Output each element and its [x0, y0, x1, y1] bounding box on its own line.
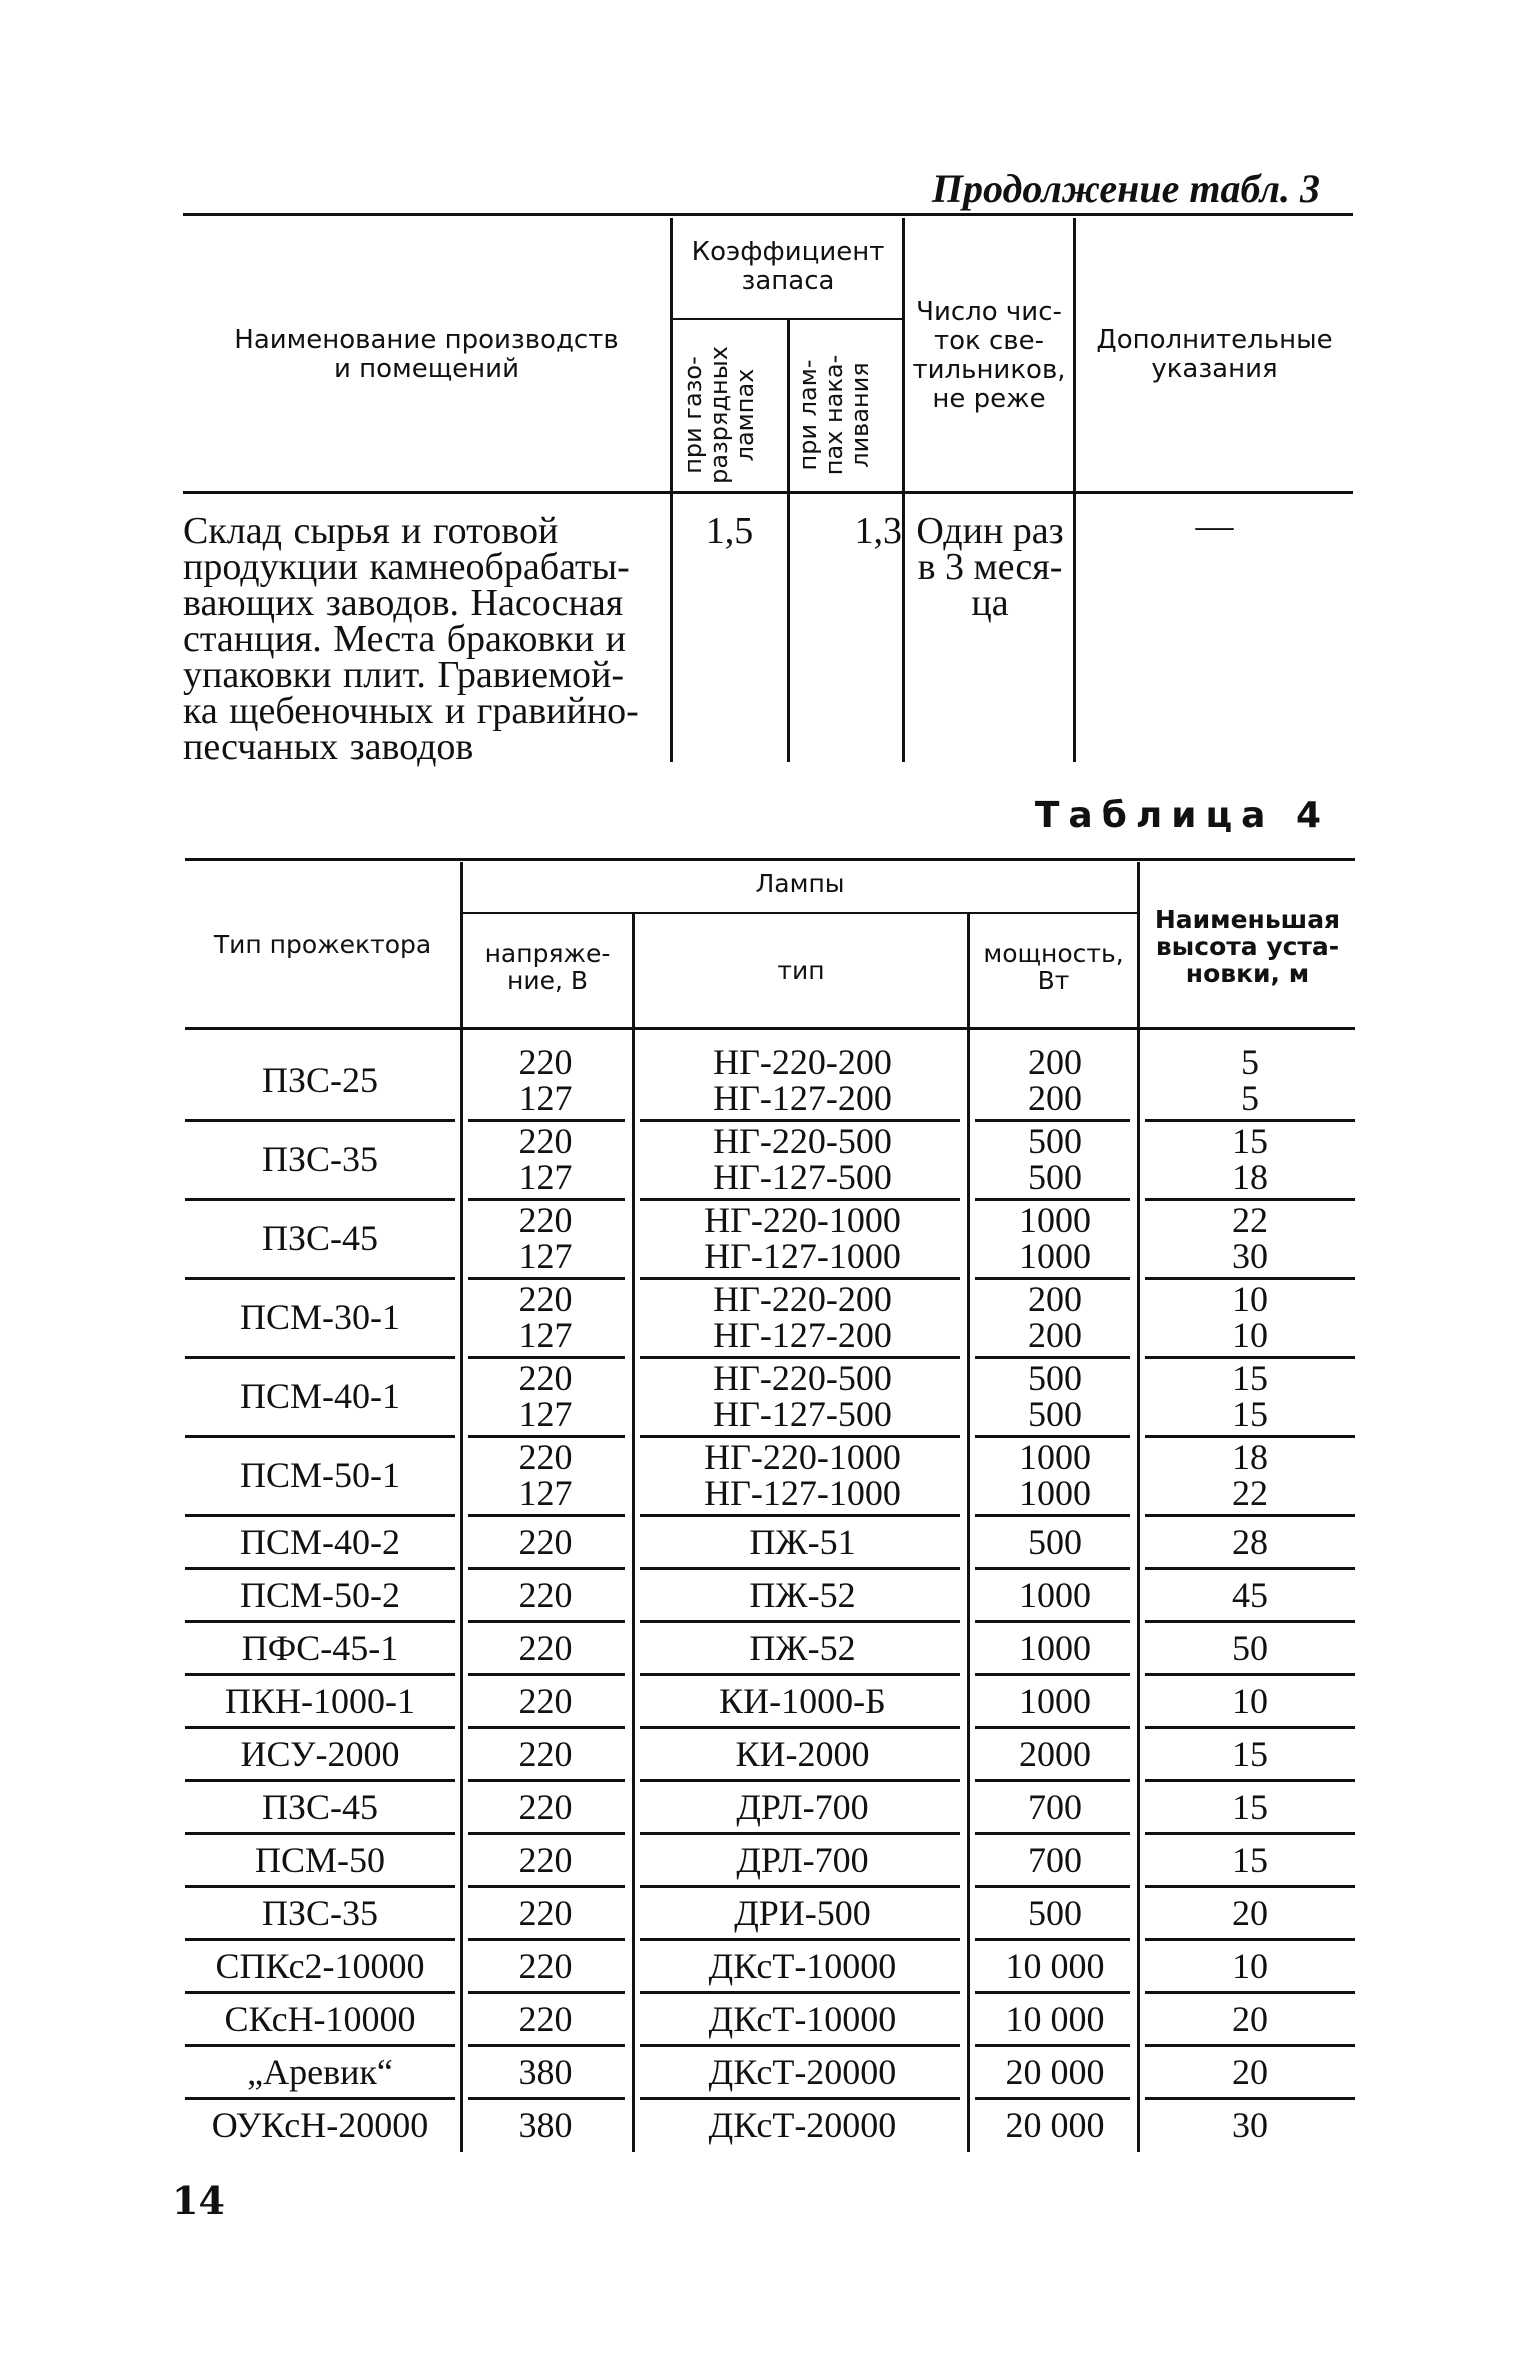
cell-text: 200: [1028, 1042, 1082, 1082]
cell-text: 700: [1028, 1787, 1082, 1827]
table-row: [0, 1200, 1535, 1279]
cell-projector-type: [185, 1378, 455, 1414]
header-text: указания: [1151, 354, 1278, 384]
cell-text: 220: [518, 1522, 573, 1562]
cell-text: 5: [1241, 1078, 1259, 1118]
cell-text: НГ-220-1000: [704, 1437, 901, 1477]
cell-text: ДКсТ-10000: [708, 1999, 897, 2039]
cell-lamp-type: [635, 1202, 970, 1274]
cell-text: 220: [518, 1840, 573, 1880]
cell-text: НГ-220-1000: [704, 1200, 901, 1240]
cell-min-height: [1140, 1948, 1360, 1984]
cell-text: ДКсТ-10000: [708, 1946, 897, 1986]
cell-text: 500: [1028, 1157, 1082, 1197]
cell-voltage: [468, 2001, 623, 2037]
cell-min-height: [1140, 1789, 1360, 1825]
cell-text: ПСМ-50-2: [240, 1575, 400, 1615]
cell-lamp-type: [635, 1577, 970, 1613]
cell-text: 28: [1232, 1522, 1268, 1562]
cell-text: 15: [1232, 1734, 1268, 1774]
cell-voltage: [468, 1948, 623, 1984]
cell-text: 220: [518, 1787, 573, 1827]
cell-text: 10 000: [1005, 1946, 1105, 1986]
cell-text: 5: [1241, 1042, 1259, 1082]
cell-text: 220: [518, 1200, 573, 1240]
header-text: Вт: [1037, 966, 1070, 995]
cell-text: СКсН-10000: [224, 1999, 416, 2039]
table-row: [0, 1516, 1535, 1569]
row-text-line: ка щебеночных и гравийно-: [183, 690, 639, 732]
table4-lamps-subrule: [463, 912, 1140, 914]
cell-text: КИ-1000-Б: [719, 1681, 886, 1721]
table-row: [0, 1675, 1535, 1728]
cell-voltage: [468, 1281, 623, 1353]
cell-text: 220: [518, 1628, 573, 1668]
cell-text: НГ-220-500: [713, 1358, 892, 1398]
cell-projector-type: [185, 1457, 455, 1493]
table-continuation-caption: Продолжение табл. 3: [931, 166, 1320, 211]
cell-text: ПСМ-40-2: [240, 1522, 400, 1562]
cell-text: 127: [518, 1236, 573, 1276]
cell-text: 500: [1028, 1121, 1082, 1161]
table4-header-lamp-type: тип: [777, 956, 825, 985]
cell-text: ОУКсН-20000: [211, 2105, 429, 2145]
page-number: 14: [172, 2178, 225, 2223]
cell-projector-type: [185, 1789, 455, 1825]
table-row: [0, 1042, 1535, 1121]
cell-min-height: [1140, 1736, 1360, 1772]
cell-power: [970, 1683, 1140, 1719]
cell-min-height: [1140, 1683, 1360, 1719]
cell-text: ПЗС-25: [261, 1060, 379, 1100]
cell-lamp-type: [635, 1895, 970, 1931]
cell-text: 127: [518, 1157, 573, 1197]
table3-col-divider: [1073, 218, 1076, 762]
table4-header-voltage: [463, 940, 632, 994]
row-text-line: станция. Места браковки и: [183, 618, 626, 660]
cell-text: 15: [1232, 1394, 1268, 1434]
cell-text: 15: [1232, 1787, 1268, 1827]
row-text-line: Один раз: [916, 510, 1064, 552]
table-row: [0, 1279, 1535, 1358]
table3-header-name: [183, 326, 670, 384]
cell-text: „Аревик“: [247, 2052, 393, 2092]
table3-row-coef-incandescent: 1,3: [854, 510, 902, 552]
row-text-line: в 3 меся-: [917, 546, 1063, 588]
cell-text: 10: [1232, 1315, 1268, 1355]
cell-text: ДРИ-500: [734, 1893, 871, 1933]
cell-lamp-type: [635, 1736, 970, 1772]
cell-text: 22: [1232, 1473, 1268, 1513]
row-text-line: ца: [971, 582, 1009, 624]
table4-title: Таблица 4: [1034, 795, 1330, 836]
cell-text: 200: [1028, 1078, 1082, 1118]
table3-header-coef-gas: при газо- разрядных лампах: [679, 346, 759, 484]
cell-projector-type: [185, 2107, 455, 2143]
row-text-line: песчаных заводов: [183, 726, 474, 768]
cell-text: ПФС-45-1: [241, 1628, 399, 1668]
cell-text: ПСМ-50-1: [240, 1455, 400, 1495]
cell-text: 10: [1232, 1681, 1268, 1721]
cell-min-height: [1140, 1630, 1360, 1666]
cell-min-height: [1140, 2001, 1360, 2037]
cell-text: 20 000: [1005, 2052, 1105, 2092]
cell-text: 18: [1232, 1157, 1268, 1197]
cell-text: ПЗС-45: [261, 1218, 379, 1258]
cell-power: [970, 1736, 1140, 1772]
row-text-line: вающих заводов. Насосная: [183, 582, 624, 624]
cell-text: ПКН-1000-1: [225, 1681, 415, 1721]
cell-text: 127: [518, 1315, 573, 1355]
cell-projector-type: [185, 1062, 455, 1098]
header-text: Наименование производств: [234, 325, 619, 355]
cell-min-height: [1140, 1202, 1360, 1274]
cell-voltage: [468, 1895, 623, 1931]
header-text: новки, м: [1185, 959, 1310, 988]
table4-header-lamps: Лампы: [755, 869, 845, 898]
cell-text: НГ-127-200: [713, 1078, 892, 1118]
cell-text: ДРЛ-700: [736, 1840, 869, 1880]
cell-text: 1000: [1019, 1575, 1091, 1615]
cell-text: ПЗС-45: [261, 1787, 379, 1827]
cell-text: 220: [518, 1893, 573, 1933]
cell-voltage: [468, 1789, 623, 1825]
cell-text: 22: [1232, 1200, 1268, 1240]
cell-text: 20: [1232, 2052, 1268, 2092]
cell-text: 15: [1232, 1840, 1268, 1880]
cell-text: 10: [1232, 1946, 1268, 1986]
cell-voltage: [468, 2107, 623, 2143]
table-row: [0, 1728, 1535, 1781]
cell-lamp-type: [635, 1439, 970, 1511]
header-text: мощность,: [983, 939, 1124, 968]
cell-text: 45: [1232, 1575, 1268, 1615]
cell-lamp-type: [635, 1948, 970, 1984]
header-text: и помещений: [334, 354, 519, 384]
cell-projector-type: [185, 1683, 455, 1719]
cell-min-height: [1140, 2107, 1360, 2143]
header-text: ние, В: [506, 966, 589, 995]
cell-voltage: [468, 1524, 623, 1560]
cell-voltage: [468, 1044, 623, 1116]
cell-lamp-type: [635, 1630, 970, 1666]
table3-header-rule: [183, 491, 1353, 494]
cell-min-height: [1140, 1281, 1360, 1353]
table-row: [0, 1887, 1535, 1940]
cell-power: [970, 1895, 1140, 1931]
cell-projector-type: [185, 1220, 455, 1256]
cell-min-height: [1140, 1842, 1360, 1878]
cell-text: 220: [518, 1946, 573, 1986]
table3-top-rule: [183, 213, 1353, 216]
cell-text: ПЖ-52: [749, 1628, 856, 1668]
cell-voltage: [468, 1630, 623, 1666]
cell-text: ДРЛ-700: [736, 1787, 869, 1827]
cell-text: 220: [518, 1437, 573, 1477]
cell-lamp-type: [635, 1123, 970, 1195]
cell-voltage: [468, 1683, 623, 1719]
cell-voltage: [468, 1123, 623, 1195]
cell-text: 220: [518, 1575, 573, 1615]
cell-text: ПЗС-35: [261, 1139, 379, 1179]
header-text: запаса: [741, 266, 835, 296]
table4-header-height: [1140, 906, 1355, 987]
table-row: [0, 1940, 1535, 1993]
table3-header-coef-incandescent: при лам- пах нака- ливания: [794, 354, 874, 476]
row-text-line: продукции камнеобрабаты-: [183, 546, 630, 588]
cell-voltage: [468, 2054, 623, 2090]
table-row: [0, 1121, 1535, 1200]
cell-min-height: [1140, 1577, 1360, 1613]
cell-text: 220: [518, 1999, 573, 2039]
cell-projector-type: [185, 1630, 455, 1666]
cell-text: 500: [1028, 1893, 1082, 1933]
cell-text: 1000: [1019, 1236, 1091, 1276]
table3-row-notes: —: [1195, 505, 1234, 547]
cell-projector-type: [185, 1141, 455, 1177]
cell-voltage: [468, 1439, 623, 1511]
cell-lamp-type: [635, 1044, 970, 1116]
cell-text: НГ-220-200: [713, 1042, 892, 1082]
cell-text: НГ-127-1000: [704, 1236, 901, 1276]
table-row: [0, 2099, 1535, 2152]
cell-text: 20: [1232, 1999, 1268, 2039]
table-row: [0, 1781, 1535, 1834]
cell-power: [970, 1630, 1140, 1666]
cell-text: НГ-127-200: [713, 1315, 892, 1355]
row-text-line: упаковки плит. Гравиемой-: [183, 654, 624, 696]
cell-projector-type: [185, 1895, 455, 1931]
cell-text: 127: [518, 1473, 573, 1513]
cell-text: 220: [518, 1121, 573, 1161]
cell-text: НГ-127-500: [713, 1157, 892, 1197]
table4-header-power: [970, 940, 1137, 994]
cell-power: [970, 1360, 1140, 1432]
cell-text: 220: [518, 1358, 573, 1398]
cell-text: НГ-127-500: [713, 1394, 892, 1434]
cell-text: ПСМ-50: [254, 1840, 385, 1880]
cell-power: [970, 2001, 1140, 2037]
table3-header-notes: [1076, 326, 1353, 384]
cell-power: [970, 1577, 1140, 1613]
cell-lamp-type: [635, 2054, 970, 2090]
table-row: [0, 1622, 1535, 1675]
cell-text: ДКсТ-20000: [708, 2052, 897, 2092]
table-row: [0, 1834, 1535, 1887]
cell-text: 220: [518, 1042, 573, 1082]
cell-lamp-type: [635, 1789, 970, 1825]
header-text: тильников,: [912, 355, 1066, 385]
cell-text: ПЖ-52: [749, 1575, 856, 1615]
table-row: [0, 1993, 1535, 2046]
table3-col-divider: [670, 218, 673, 762]
header-text: Дополнительные: [1096, 325, 1333, 355]
cell-text: 20: [1232, 1893, 1268, 1933]
table4-top-rule: [185, 858, 1355, 861]
cell-text: 1000: [1019, 1628, 1091, 1668]
cell-power: [970, 1524, 1140, 1560]
cell-text: 500: [1028, 1522, 1082, 1562]
cell-voltage: [468, 1577, 623, 1613]
header-text: Наименьшая: [1154, 905, 1341, 934]
cell-lamp-type: [635, 1842, 970, 1878]
table3-header-cleaning: [905, 298, 1073, 414]
cell-text: НГ-127-1000: [704, 1473, 901, 1513]
cell-text: 10: [1232, 1279, 1268, 1319]
cell-projector-type: [185, 1577, 455, 1613]
cell-text: 200: [1028, 1315, 1082, 1355]
cell-lamp-type: [635, 2107, 970, 2143]
table-row: [0, 1358, 1535, 1437]
cell-text: ПЖ-51: [749, 1522, 856, 1562]
cell-lamp-type: [635, 1683, 970, 1719]
cell-text: 220: [518, 1734, 573, 1774]
table3-row-name: [183, 510, 663, 768]
cell-text: 500: [1028, 1394, 1082, 1434]
cell-min-height: [1140, 1123, 1360, 1195]
cell-projector-type: [185, 2054, 455, 2090]
cell-power: [970, 1123, 1140, 1195]
cell-lamp-type: [635, 1524, 970, 1560]
table-row: [0, 1437, 1535, 1516]
cell-text: ПСМ-40-1: [240, 1376, 400, 1416]
cell-power: [970, 1044, 1140, 1116]
cell-projector-type: [185, 1842, 455, 1878]
cell-text: СПКс2-10000: [215, 1946, 425, 1986]
cell-min-height: [1140, 1044, 1360, 1116]
cell-text: 15: [1232, 1358, 1268, 1398]
header-text: Число чис-: [916, 297, 1062, 327]
cell-voltage: [468, 1202, 623, 1274]
cell-lamp-type: [635, 2001, 970, 2037]
cell-lamp-type: [635, 1360, 970, 1432]
cell-text: 200: [1028, 1279, 1082, 1319]
cell-text: КИ-2000: [735, 1734, 870, 1774]
cell-text: 500: [1028, 1358, 1082, 1398]
cell-min-height: [1140, 1895, 1360, 1931]
table4-header-type: Тип прожектора: [213, 930, 432, 959]
header-text: высота уста-: [1155, 932, 1340, 961]
cell-power: [970, 1281, 1140, 1353]
cell-power: [970, 1202, 1140, 1274]
table-row: [0, 2046, 1535, 2099]
cell-min-height: [1140, 1524, 1360, 1560]
cell-text: 220: [518, 1279, 573, 1319]
cell-text: 220: [518, 1681, 573, 1721]
cell-text: 20 000: [1005, 2105, 1105, 2145]
row-text-line: Склад сырья и готовой: [183, 510, 559, 552]
cell-text: 30: [1232, 2105, 1268, 2145]
cell-text: НГ-220-200: [713, 1279, 892, 1319]
cell-power: [970, 1439, 1140, 1511]
cell-power: [970, 1842, 1140, 1878]
header-text: напряже-: [484, 939, 611, 968]
cell-text: 380: [518, 2052, 573, 2092]
cell-projector-type: [185, 1736, 455, 1772]
cell-voltage: [468, 1842, 623, 1878]
cell-power: [970, 2107, 1140, 2143]
cell-min-height: [1140, 1360, 1360, 1432]
cell-power: [970, 1948, 1140, 1984]
cell-power: [970, 2054, 1140, 2090]
cell-text: 700: [1028, 1840, 1082, 1880]
table3-row-cleaning: [907, 510, 1073, 624]
cell-min-height: [1140, 2054, 1360, 2090]
table-row: [0, 1569, 1535, 1622]
cell-text: 127: [518, 1078, 573, 1118]
cell-projector-type: [185, 1299, 455, 1335]
cell-text: 1000: [1019, 1473, 1091, 1513]
table3-header-coefficient: [672, 238, 904, 296]
cell-power: [970, 1789, 1140, 1825]
cell-voltage: [468, 1360, 623, 1432]
cell-projector-type: [185, 2001, 455, 2037]
cell-min-height: [1140, 1439, 1360, 1511]
cell-text: 10 000: [1005, 1999, 1105, 2039]
cell-text: 1000: [1019, 1437, 1091, 1477]
cell-text: 15: [1232, 1121, 1268, 1161]
cell-voltage: [468, 1736, 623, 1772]
cell-text: 380: [518, 2105, 573, 2145]
cell-text: 127: [518, 1394, 573, 1434]
header-text: ток све-: [933, 326, 1045, 356]
header-text: Коэффициент: [691, 237, 885, 267]
cell-text: 50: [1232, 1628, 1268, 1668]
cell-text: 18: [1232, 1437, 1268, 1477]
cell-lamp-type: [635, 1281, 970, 1353]
table4-header-rule: [185, 1027, 1355, 1030]
cell-text: ПСМ-30-1: [240, 1297, 400, 1337]
cell-projector-type: [185, 1524, 455, 1560]
cell-text: ДКсТ-20000: [708, 2105, 897, 2145]
cell-text: ИСУ-2000: [240, 1734, 400, 1774]
cell-text: ПЗС-35: [261, 1893, 379, 1933]
table3-row-coef-gas: 1,5: [705, 510, 754, 552]
cell-text: 1000: [1019, 1200, 1091, 1240]
cell-text: 2000: [1019, 1734, 1091, 1774]
cell-text: 1000: [1019, 1681, 1091, 1721]
cell-projector-type: [185, 1948, 455, 1984]
cell-text: 30: [1232, 1236, 1268, 1276]
header-text: не реже: [932, 384, 1046, 414]
cell-text: НГ-220-500: [713, 1121, 892, 1161]
